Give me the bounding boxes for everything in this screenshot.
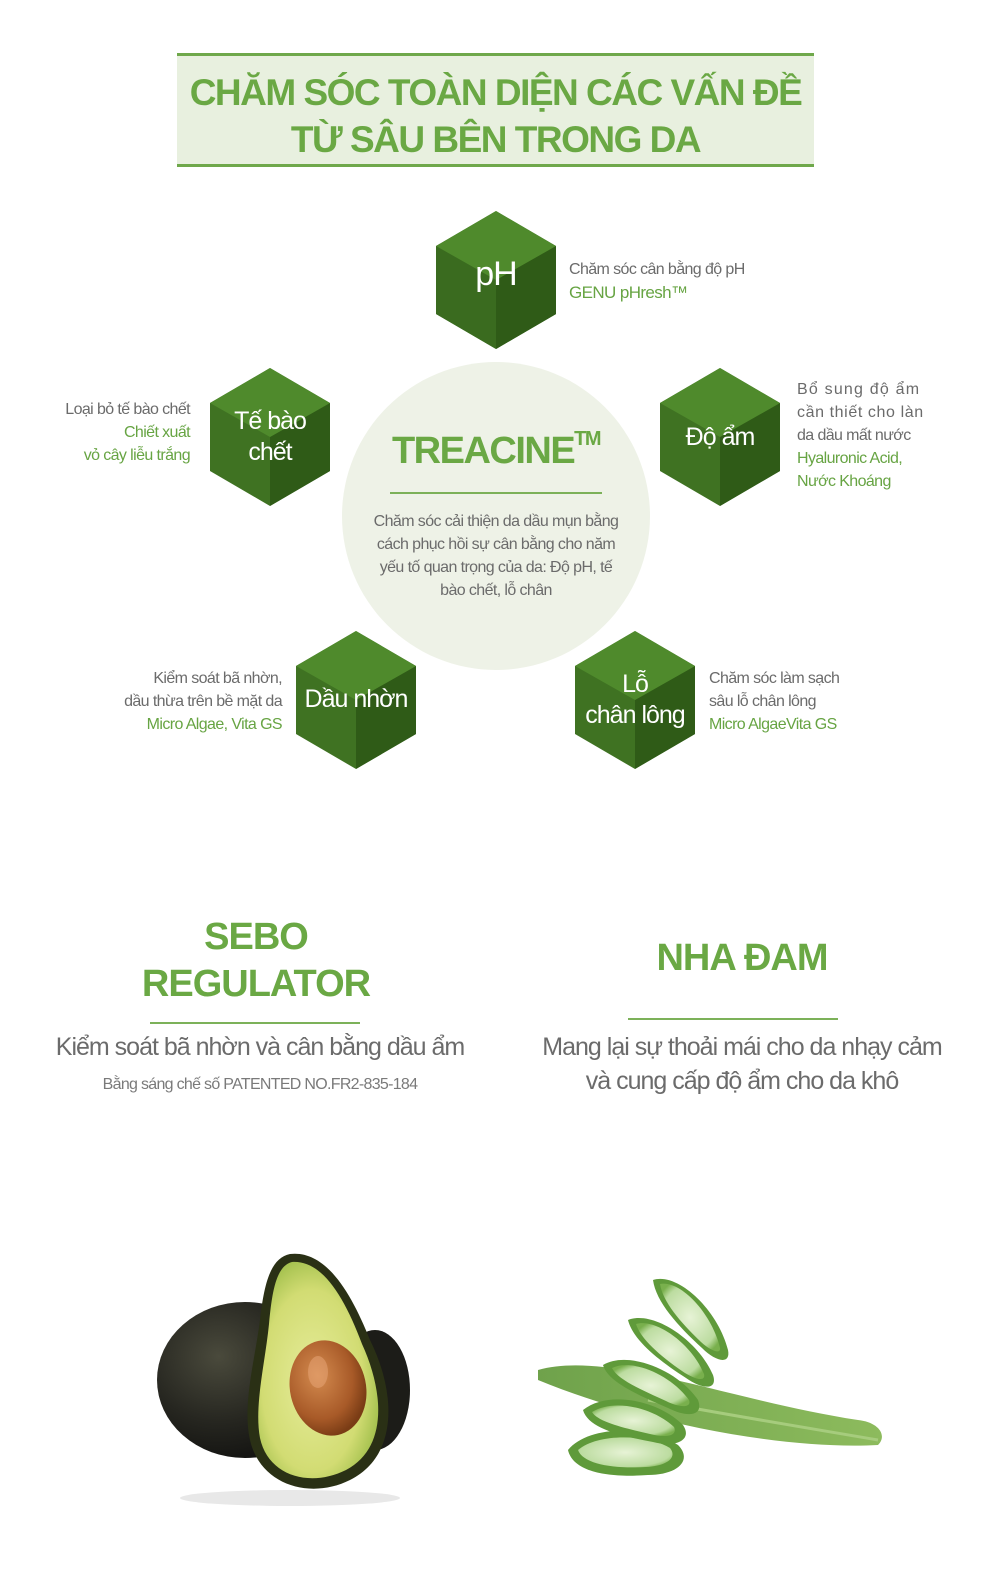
dead-skin-cube bbox=[210, 368, 330, 506]
dead-skin-label-1: Tế bào bbox=[234, 407, 306, 435]
oil-desc-2: dầu thừa trên bề mặt da bbox=[124, 693, 282, 710]
ph-cube bbox=[436, 211, 556, 349]
pores-label bbox=[575, 631, 695, 769]
aloe-title: NHA ĐAM bbox=[656, 937, 828, 979]
treacine-divider bbox=[390, 492, 602, 494]
sebo-subtitle: Kiểm soát bã nhờn và cân bằng dầu ẩm bbox=[55, 1033, 465, 1061]
ph-ingredient: GENU pHresh™ bbox=[569, 283, 688, 302]
dead-skin-description bbox=[20, 398, 190, 467]
header-banner bbox=[177, 53, 814, 167]
treacine-title-text: TREACINE bbox=[391, 430, 575, 472]
pores-ingredient: Micro AlgaeVita GS bbox=[709, 716, 837, 733]
moisture-desc-3: da dầu mất nước bbox=[797, 427, 911, 444]
treacine-body: Chăm sóc cải thiện da dầu mụn bằng cách phục hồi sự cân bằng cho năm yếu tố quan trọng của da: Độ pH, tế bào chết, lỗ chân bbox=[373, 513, 619, 599]
dead-skin-label-2: chết bbox=[248, 438, 292, 466]
oil-label: Dầu nhờn bbox=[304, 684, 408, 713]
aloe-subtitle-1: Mang lại sự thoải mái cho da nhạy cảm bbox=[542, 1033, 942, 1061]
treacine-title bbox=[342, 430, 650, 473]
aloe-vera-illustration bbox=[528, 1250, 898, 1510]
aloe-divider bbox=[628, 1018, 838, 1020]
dead-skin-ingredient-1: Chiết xuất bbox=[123, 424, 190, 441]
moisture-label: Độ ẩm bbox=[685, 422, 755, 451]
pores-label-2: chân lông bbox=[585, 701, 685, 729]
sebo-divider bbox=[150, 1022, 360, 1024]
moisture-desc-1: Bổ sung độ ẩm bbox=[797, 381, 921, 398]
avocado-illustration bbox=[150, 1240, 430, 1510]
aloe-subtitle bbox=[500, 1030, 984, 1098]
moisture-desc-2: cần thiết cho làn bbox=[797, 404, 924, 421]
moisture-description bbox=[797, 378, 940, 493]
dead-skin-desc-text: Loại bỏ tế bào chết bbox=[65, 401, 190, 418]
sebo-title bbox=[120, 914, 392, 1008]
oil-desc-1: Kiểm soát bã nhờn, bbox=[153, 670, 282, 687]
pores-cube bbox=[575, 631, 695, 769]
ph-desc-text: Chăm sóc cân bằng độ pH bbox=[569, 261, 745, 278]
sebo-title-1: SEBO bbox=[204, 916, 308, 958]
pores-description bbox=[709, 667, 929, 736]
treacine-trademark: TM bbox=[574, 428, 601, 450]
sebo-patent: Bằng sáng chế số PATENTED NO.FR2-835-184 bbox=[102, 1076, 418, 1093]
moisture-ingredient-1: Hyaluronic Acid, bbox=[797, 450, 903, 467]
ph-label: pH bbox=[475, 254, 517, 293]
ph-description bbox=[569, 258, 809, 304]
pores-desc-1: Chăm sóc làm sạch bbox=[709, 670, 840, 687]
header-title-line-2: TỪ SÂU BÊN TRONG DA bbox=[290, 119, 701, 160]
dead-skin-label bbox=[210, 368, 330, 506]
dead-skin-ingredient-2: vỏ cây liễu trắng bbox=[83, 447, 190, 464]
sebo-title-2: REGULATOR bbox=[141, 963, 371, 1005]
treacine-circle bbox=[342, 362, 650, 670]
pores-label-1: Lỗ bbox=[622, 670, 648, 698]
header-title-line-1: CHĂM SÓC TOÀN DIỆN CÁC VẤN ĐỀ bbox=[189, 72, 802, 113]
aloe-subtitle-2: và cung cấp độ ẩm cho da khô bbox=[585, 1067, 899, 1095]
oil-description bbox=[60, 667, 282, 736]
oil-ingredient: Micro Algae, Vita GS bbox=[146, 716, 282, 733]
moisture-cube bbox=[660, 368, 780, 506]
oil-cube bbox=[296, 631, 416, 769]
pores-desc-2: sâu lỗ chân lông bbox=[709, 693, 816, 710]
moisture-ingredient-2: Nước Khoáng bbox=[797, 473, 891, 490]
